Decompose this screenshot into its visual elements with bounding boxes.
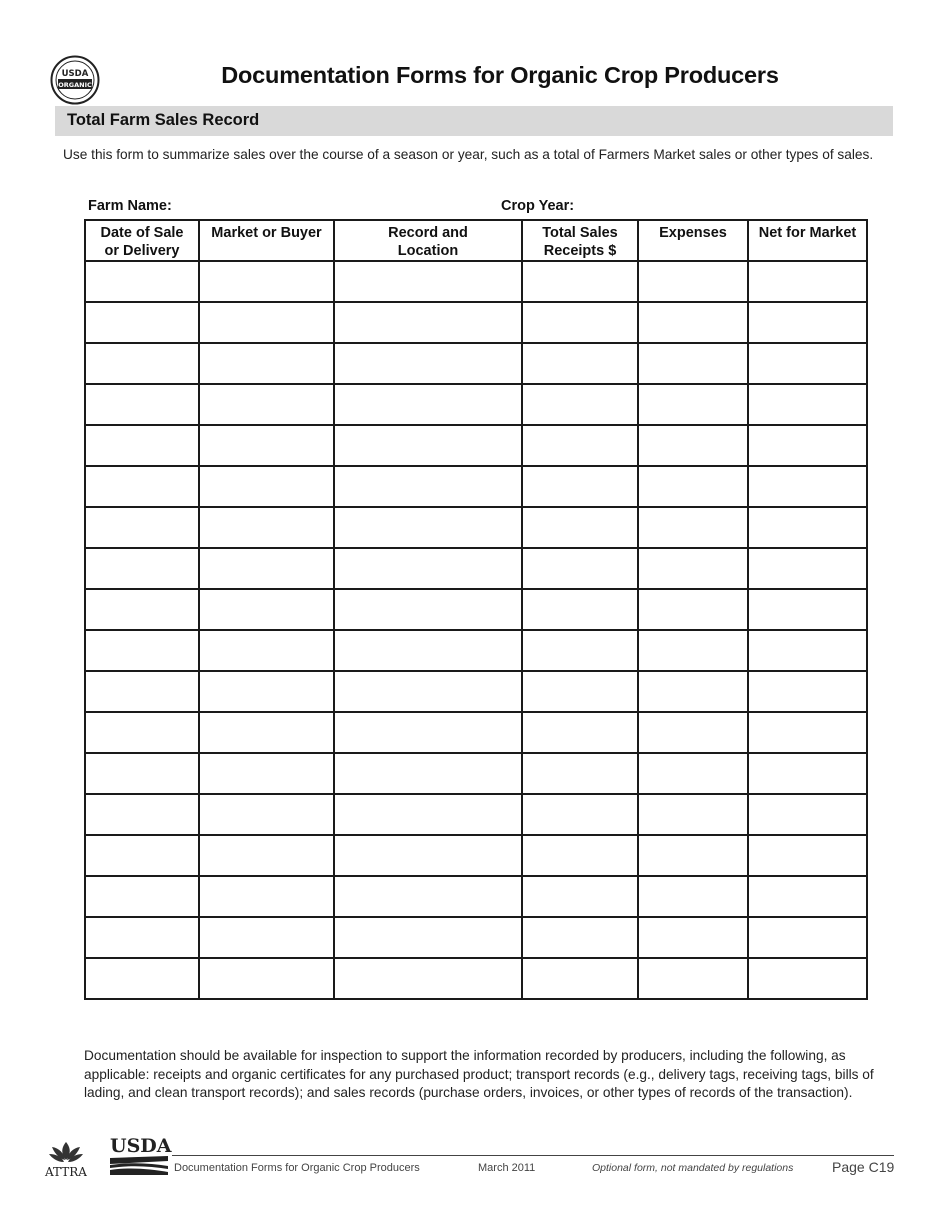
table-cell[interactable] [638,343,748,384]
table-cell[interactable] [522,589,638,630]
table-cell[interactable] [334,507,522,548]
table-row [85,835,867,876]
table-cell[interactable] [638,302,748,343]
table-cell[interactable] [522,261,638,302]
table-cell[interactable] [522,425,638,466]
table-cell[interactable] [748,671,867,712]
table-cell[interactable] [522,630,638,671]
table-cell[interactable] [522,917,638,958]
table-cell[interactable] [199,917,334,958]
table-row [85,343,867,384]
table-cell[interactable] [638,712,748,753]
table-cell[interactable] [85,261,199,302]
table-cell[interactable] [748,630,867,671]
attra-logo-text: ATTRA [45,1165,87,1179]
table-cell[interactable] [638,794,748,835]
section-header-bar [55,106,893,136]
table-cell[interactable] [334,343,522,384]
table-cell[interactable] [638,261,748,302]
table-cell[interactable] [334,671,522,712]
table-cell[interactable] [199,958,334,999]
column-header-market: Market or Buyer [199,220,334,261]
table-cell[interactable] [522,753,638,794]
table-cell[interactable] [199,589,334,630]
table-cell[interactable] [522,876,638,917]
usda-organic-seal-icon [50,55,100,105]
table-cell[interactable] [85,917,199,958]
table-cell[interactable] [522,835,638,876]
document-title: Documentation Forms for Organic Crop Producers [221,62,779,88]
table-cell[interactable] [85,671,199,712]
table-row [85,753,867,794]
table-cell[interactable] [748,425,867,466]
table-cell[interactable] [199,630,334,671]
table-row [85,302,867,343]
column-header-total-sales: Total Sales Receipts $ [522,220,638,261]
table-cell[interactable] [85,835,199,876]
crop-year-label: Crop Year: [501,198,575,214]
table-row [85,712,867,753]
table-cell[interactable] [334,835,522,876]
table-cell[interactable] [85,384,199,425]
table-cell[interactable] [748,261,867,302]
table-cell[interactable] [638,917,748,958]
column-header-date: Date of Sale or Delivery [85,220,199,261]
table-cell[interactable] [199,835,334,876]
table-cell[interactable] [334,384,522,425]
table-cell[interactable] [748,384,867,425]
table-cell[interactable] [748,835,867,876]
column-header-record: Record and Location [334,220,522,261]
table-cell[interactable] [199,466,334,507]
table-cell[interactable] [522,794,638,835]
table-row [85,794,867,835]
table-cell[interactable] [748,753,867,794]
table-cell[interactable] [334,589,522,630]
table-cell[interactable] [748,917,867,958]
table-body [85,261,867,999]
page-number: Page C19 [832,1159,895,1175]
farm-name-label: Farm Name: [88,198,172,214]
table-cell[interactable] [638,507,748,548]
table-cell[interactable] [199,343,334,384]
footer-date: March 2011 [478,1162,536,1174]
table-cell[interactable] [85,876,199,917]
table-cell[interactable] [85,794,199,835]
footer-disclaimer: Optional form, not mandated by regulations [592,1162,794,1174]
intro-text: Use this form to summarize sales over the course of a season or year, such as a total of Farmers Market sales or other types of sales. [63,147,874,162]
table-cell[interactable] [638,384,748,425]
table-cell[interactable] [748,712,867,753]
usda-logo-text: USDA [110,1135,172,1157]
table-cell[interactable] [748,958,867,999]
seal-text-top: USDA [61,69,89,79]
table-cell[interactable] [199,712,334,753]
table-row [85,917,867,958]
attra-logo-icon [30,1138,102,1180]
table-row [85,630,867,671]
table-cell[interactable] [334,302,522,343]
table-cell[interactable] [334,548,522,589]
table-cell[interactable] [748,548,867,589]
table-cell[interactable] [199,548,334,589]
table-cell[interactable] [638,958,748,999]
table-cell[interactable] [638,548,748,589]
table-row [85,261,867,302]
table-cell[interactable] [85,712,199,753]
table-cell[interactable] [334,630,522,671]
table-cell[interactable] [85,753,199,794]
table-cell[interactable] [638,466,748,507]
table-cell[interactable] [85,589,199,630]
table-row [85,671,867,712]
table-cell[interactable] [334,876,522,917]
table-cell[interactable] [334,261,522,302]
table-cell[interactable] [334,425,522,466]
table-cell[interactable] [199,425,334,466]
table-cell[interactable] [334,712,522,753]
table-cell[interactable] [199,302,334,343]
table-cell[interactable] [85,343,199,384]
table-row [85,958,867,999]
table-cell[interactable] [748,794,867,835]
column-header-net: Net for Market [748,220,867,261]
footer-document-title: Documentation Forms for Organic Crop Producers [174,1162,420,1174]
table-cell[interactable] [638,589,748,630]
footer-divider [172,1155,894,1156]
table-cell[interactable] [199,876,334,917]
table-row [85,466,867,507]
table-cell[interactable] [748,466,867,507]
table-row [85,425,867,466]
table-cell[interactable] [522,466,638,507]
table-cell[interactable] [334,958,522,999]
table-cell[interactable] [522,343,638,384]
table-cell[interactable] [522,384,638,425]
table-cell[interactable] [748,589,867,630]
seal-text-bottom: ORGANIC [58,81,92,89]
table-row [85,507,867,548]
table-cell[interactable] [638,876,748,917]
table-cell[interactable] [638,630,748,671]
table-cell[interactable] [638,835,748,876]
table-cell[interactable] [199,794,334,835]
usda-logo-icon [110,1134,172,1176]
table-cell[interactable] [334,466,522,507]
table-cell[interactable] [199,384,334,425]
table-cell[interactable] [334,794,522,835]
table-cell[interactable] [85,425,199,466]
table-cell[interactable] [85,302,199,343]
documentation-note: Documentation should be available for inspection to support the information recorded by producers, including the following, as applicable: receipts and organic certificates for any purchased product; transport records (e.g., delivery tags, receiving tags, bills of lading, and clean transport records); and sales records (purchase orders, invoices, or other types of records of the transaction). [84,1048,874,1100]
table-cell[interactable] [85,466,199,507]
table-cell[interactable] [522,302,638,343]
table-cell[interactable] [748,343,867,384]
sales-record-table [84,219,868,1000]
table-cell[interactable] [638,753,748,794]
table-row [85,384,867,425]
table-cell[interactable] [748,507,867,548]
table-cell[interactable] [199,671,334,712]
table-row [85,589,867,630]
table-cell[interactable] [85,507,199,548]
table-cell[interactable] [85,548,199,589]
table-cell[interactable] [334,917,522,958]
table-row [85,548,867,589]
table-cell[interactable] [522,507,638,548]
section-title: Total Farm Sales Record [67,111,260,129]
table-cell[interactable] [748,876,867,917]
table-cell[interactable] [199,507,334,548]
table-cell[interactable] [334,753,522,794]
table-cell[interactable] [85,958,199,999]
column-header-expenses: Expenses [638,220,748,261]
table-cell[interactable] [199,753,334,794]
table-cell[interactable] [638,671,748,712]
table-cell[interactable] [522,958,638,999]
table-row [85,876,867,917]
table-cell[interactable] [199,261,334,302]
table-header-row [85,220,867,261]
table-cell[interactable] [748,302,867,343]
table-cell[interactable] [638,425,748,466]
table-cell[interactable] [522,548,638,589]
table-cell[interactable] [522,712,638,753]
table-cell[interactable] [85,630,199,671]
table-cell[interactable] [522,671,638,712]
